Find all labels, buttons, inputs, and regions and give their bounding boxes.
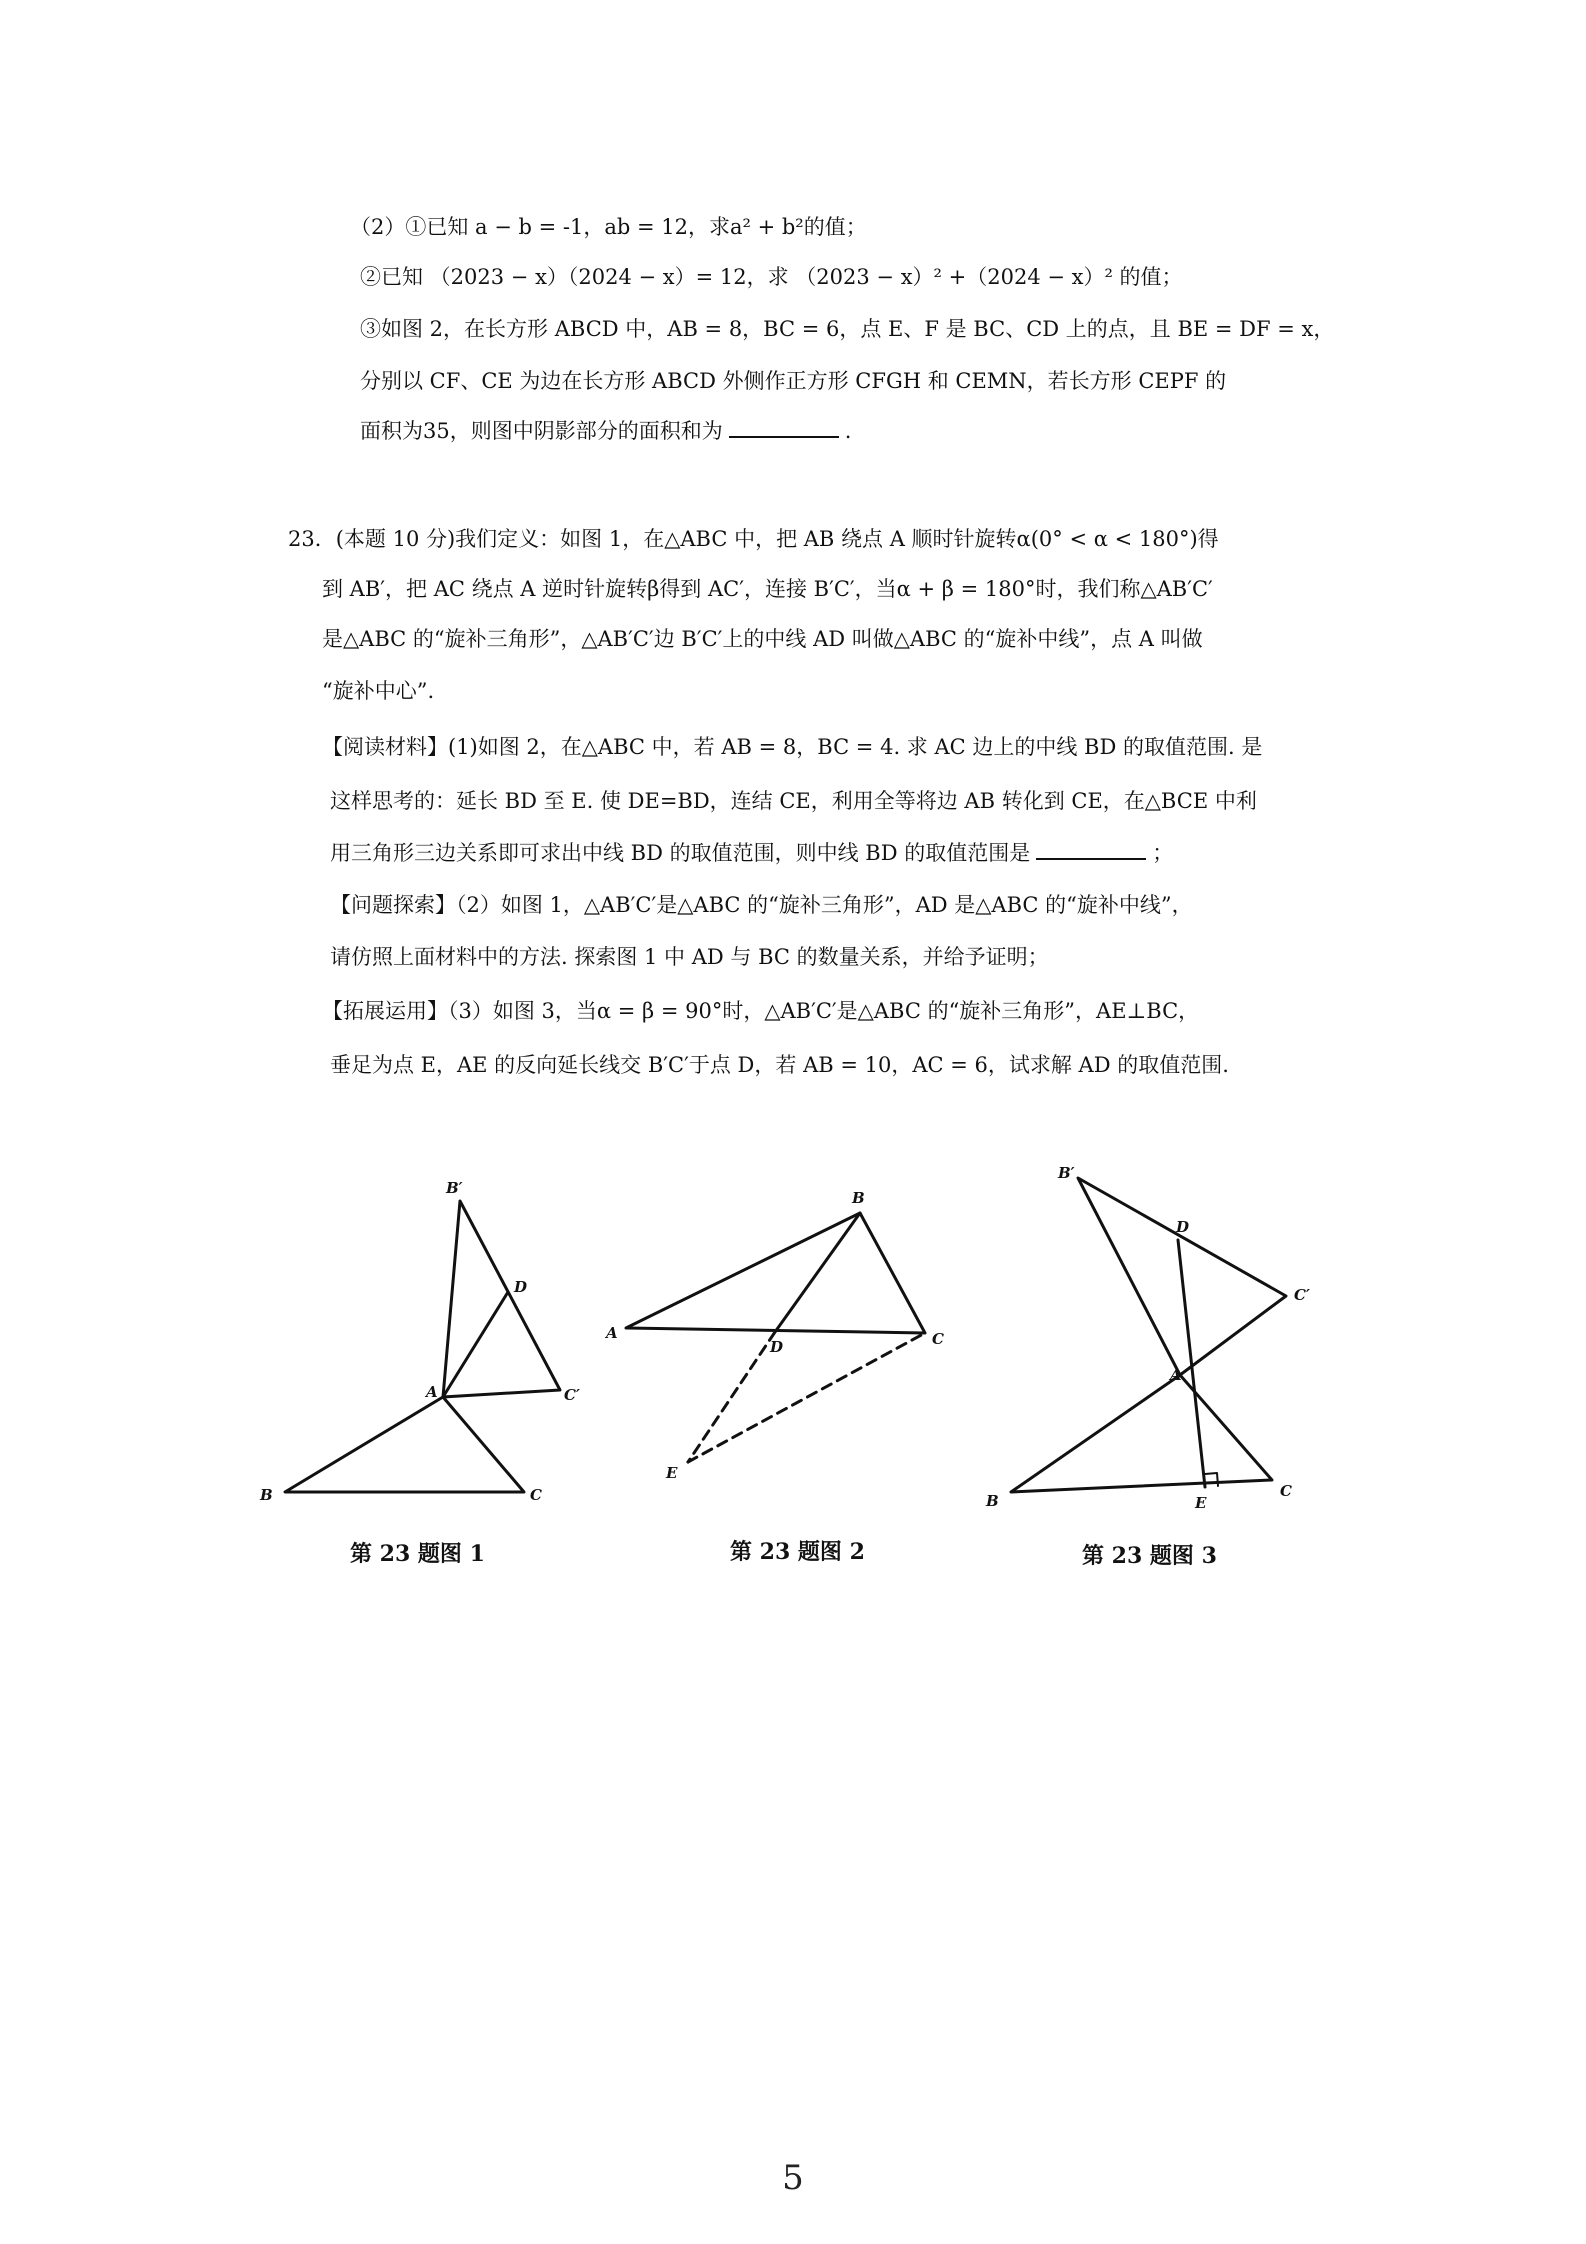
- fig1-caption: 第 23 题图 1: [350, 1541, 485, 1567]
- q23-line-2: 到 AB′，把 AC 绕点 A 逆时针旋转β得到 AC′，连接 B′C′，当α + β = 180°时，我们称△AB′C′: [322, 577, 1213, 601]
- fig2-label-D: D: [770, 1338, 784, 1356]
- q22-line-2: ②已知 （2023 − x）（2024 − x）= 12，求 （2023 − x）² +（2024 − x）² 的值；: [360, 265, 1183, 289]
- q22-line-5-text: 面积为35，则图中阴影部分的面积和为: [360, 419, 723, 443]
- fig2-extension-DE: [688, 1332, 775, 1462]
- fig2-segment-CE: [688, 1333, 925, 1462]
- fig2-triangle-ABC: [626, 1213, 925, 1333]
- fig2-caption: 第 23 题图 2: [730, 1539, 865, 1565]
- fig1-label-Cp: C′: [564, 1386, 580, 1404]
- page-number: 5: [782, 2158, 804, 2198]
- fig3-label-E: E: [1195, 1494, 1207, 1512]
- figure-1: [285, 1201, 560, 1492]
- q22-line-5-end: .: [844, 419, 852, 443]
- q23-line-7-end: ；: [1152, 841, 1174, 865]
- fig2-label-C: C: [932, 1330, 944, 1348]
- fig3-label-B: B: [986, 1492, 999, 1510]
- q23-line-8: 【问题探索】（2）如图 1，△AB′C′是△ABC 的“旋补三角形”，AD 是△ABC 的“旋补中线”，: [330, 893, 1193, 917]
- fig1-label-Bp: B′: [446, 1179, 463, 1197]
- q22-line-1: （2）①已知 a − b = -1，ab = 12，求a² + b²的值；: [350, 215, 867, 239]
- fig1-label-D: D: [514, 1278, 528, 1296]
- fig2-label-B: B: [852, 1189, 865, 1207]
- fig3-caption: 第 23 题图 3: [1082, 1543, 1217, 1569]
- q23-line-5: 【阅读材料】(1)如图 2，在△ABC 中，若 AB = 8，BC = 4. 求 AC 边上的中线 BD 的取值范围. 是: [322, 735, 1263, 759]
- q23-line-10: 【拓展运用】（3）如图 3，当α = β = 90°时，△AB′C′是△ABC 的“旋补三角形”，AE⊥BC，: [322, 999, 1200, 1023]
- fig3-label-D: D: [1176, 1218, 1190, 1236]
- q23-line-3: 是△ABC 的“旋补三角形”，△AB′C′边 B′C′上的中线 AD 叫做△ABC 的“旋补中线”，点 A 叫做: [322, 627, 1203, 651]
- fig3-triangle-ABC: [1011, 1375, 1272, 1492]
- fig3-label-Bp: B′: [1058, 1164, 1075, 1182]
- fig3-label-A: A: [1170, 1366, 1182, 1384]
- fig3-label-C: C: [1280, 1482, 1292, 1500]
- fig1-label-C: C: [530, 1486, 542, 1504]
- fig2-label-A: A: [606, 1324, 618, 1342]
- q23-line-6: 这样思考的：延长 BD 至 E. 使 DE=BD，连结 CE，利用全等将边 AB 转化到 CE，在△BCE 中利: [330, 789, 1257, 813]
- figure-3: [1011, 1178, 1286, 1492]
- fig2-label-E: E: [666, 1464, 678, 1482]
- q23-line-7-text: 用三角形三边关系即可求出中线 BD 的取值范围，则中线 BD 的取值范围是: [330, 841, 1031, 865]
- fig1-label-B: B: [260, 1486, 273, 1504]
- q22-line-4: 分别以 CF、CE 为边在长方形 ABCD 外侧作正方形 CFGH 和 CEMN，若长方形 CEPF 的: [360, 369, 1227, 393]
- fig1-triangle-ABC: [285, 1397, 524, 1492]
- q23-line-1: 23．(本题 10 分)我们定义：如图 1，在△ABC 中，把 AB 绕点 A 顺时针旋转α(0° < α < 180°)得: [288, 527, 1219, 551]
- fig2-median-BD: [775, 1213, 860, 1332]
- fig3-label-Cp: C′: [1294, 1286, 1310, 1304]
- q22-line-3: ③如图 2，在长方形 ABCD 中，AB = 8，BC = 6，点 E、F 是 BC、CD 上的点，且 BE = DF = x，: [360, 317, 1335, 341]
- q23-line-9: 请仿照上面材料中的方法. 探索图 1 中 AD 与 BC 的数量关系，并给予证明；: [330, 945, 1049, 969]
- fig1-label-A: A: [426, 1383, 438, 1401]
- q23-line-4: “旋补中心”.: [322, 679, 435, 703]
- fig1-median-AD: [443, 1292, 508, 1397]
- fig3-line-DE: [1178, 1240, 1205, 1487]
- q23-line-11: 垂足为点 E，AE 的反向延长线交 B′C′于点 D，若 AB = 10，AC = 6，试求解 AD 的取值范围.: [330, 1053, 1229, 1077]
